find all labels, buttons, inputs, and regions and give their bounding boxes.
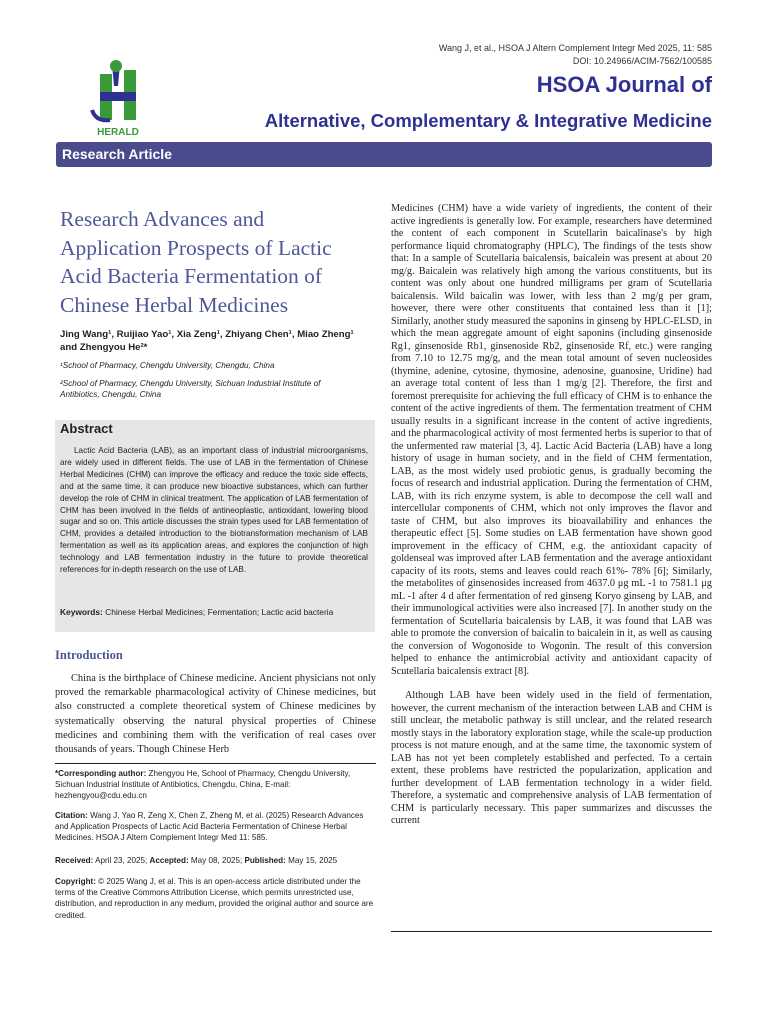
body-column-right [391, 203, 712, 828]
author-list: Jing Wang¹, Ruijiao Yao¹, Xia Zeng¹, Zhiyang Chen¹, Miao Zheng¹ and Zhengyou He²* [60, 329, 354, 353]
article-title: Research Advances and Application Prospects of Lactic Acid Bacteria Fermentation of Chinese Herbal Medicines [60, 207, 332, 317]
body-paragraph-2: Although LAB have been widely used in the field of fermentation, however, the current mechanism of the interaction between LAB and CHM is still unclear, the metabolic pathway is still unclear, and the related research mostly stays in the laboratory exploration stage, while the scale-up production process is not mature enough, and at the same time, the taxonomic system of LAB has not yet been completely established and perfected. To a certain extent, these problems have restricted the popularization, application and further development of LAB fermentation technology in a wider field. Therefore, a systematic and comprehensive analysis of LAB fermentation of CHM is particularly necessary. This paper summarizes and discusses the current [391, 690, 712, 826]
keywords-text: Chinese Herbal Medicines; Fermentation; Lactic acid bacteria [105, 607, 334, 617]
column-end-rule [391, 931, 712, 932]
corresponding-author-note [55, 768, 377, 802]
accepted-date: May 08, 2025; [190, 856, 243, 865]
copyright-note [55, 876, 377, 921]
article-type-label: Research Article [62, 146, 172, 162]
journal-name: HSOA Journal of [536, 72, 712, 97]
received-label: Received: [55, 856, 94, 865]
citation-label: Citation: [55, 811, 88, 820]
affiliation-1: ¹School of Pharmacy, Chengdu University, Chengdu, China [60, 361, 275, 370]
citation-text: Wang J, Yao R, Zeng X, Chen Z, Zheng M, et al. (2025) Research Advances and Application Prospects of Lactic Acid Bacteria Fermentation of Chinese Herbal Medicines. HSOA J Altern Complement Integr Med 11: 585. [55, 811, 364, 843]
herald-logo-icon [86, 60, 150, 138]
doi-line: DOI: 10.24966/ACIM-7562/100585 [572, 56, 712, 66]
affiliation-2: ²School of Pharmacy, Chengdu University, Sichuan Industrial Institute of Antibiotics, Chengdu, China [60, 379, 321, 399]
logo-text: HERALD [97, 127, 139, 138]
herald-logo [86, 60, 150, 138]
corresponding-text: Zhengyou He, School of Pharmacy, Chengdu University, Sichuan Industrial Institute of Antibiotics, Chengdu, China, E-mail: hezhengyou@cdu.edu.cn [55, 769, 351, 801]
published-date: May 15, 2025 [288, 856, 338, 865]
received-date: April 23, 2025; [95, 856, 148, 865]
journal-subtitle: Alternative, Complementary & Integrative Medicine [264, 110, 712, 131]
accepted-label: Accepted: [149, 856, 189, 865]
introduction-heading: Introduction [55, 648, 123, 662]
footnote-divider [55, 763, 376, 764]
copyright-label: Copyright: [55, 877, 96, 886]
article-type-banner [56, 142, 712, 167]
abstract-text: Lactic Acid Bacteria (LAB), as an important class of industrial microorganisms, are widely used in different fields. The use of LAB in the fermentation of Chinese Herbal Medicines (CHM) can improve the efficacy and reduce the toxic side effects, and at the same time, it can produce new bioactive substances, which can further develop the role of CHM in clinical treatment. The application of LAB fermentation of CHM has been involved in the fields of antineoplastic, antioxidant, lowering blood sugar and so on. This article discusses the strain types used for LAB fermentation of CHM, provides a detailed introduction to the biotransformation mechanism of LAB fermentation as well as its application areas, and explores the conjunction of high technology and LAB fermentation industry in the future to provide theoretical references for in-depth research on the use of LAB. [60, 446, 368, 575]
introduction-text: China is the birthplace of Chinese medicine. Ancient physicians not only proved the remarkable pharmacological activity of Chinese medicines, but also constructed a complete theoretical system of Chinese medicines by systematically observing the natural physical properties of Chinese medicines and combining them with the verification of real cases over thousands of years. Though Chinese Herb [55, 673, 376, 756]
article-citation-header [439, 42, 712, 68]
dates-note [55, 855, 377, 866]
abstract-heading: Abstract [60, 421, 113, 436]
corresponding-label: *Corresponding author: [55, 769, 147, 778]
published-label: Published: [244, 856, 286, 865]
body-paragraph-1: Medicines (CHM) have a wide variety of ingredients, the content of their active ingredients is generally low. For example, researchers have determined the content of each component in Scutellarin baicalinase's by high performance liquid chromatography (HPLC), The findings of the tests show that: In a sample of Scutellaria baicalensis, baicalein was present at about 20 mg/g. Baicalein was relatively high among the various constituents, but its content was only about one hundred milligrams per gram of Scutellaria baicalensis. Wild baicalin was lower, with less than 2 mg/g per gram, however, there were other constituents that contained less than it [1]; Similarly, another study measured the saponins in ginseng by HPLC-ELSD, in which the mean aggregate amount of eight saponins (including ginsenoside Rg1, ginsenoside Rb1, ginsenoside Rb2, ginsenoside Rf, etc.) were ranging from 7.10 to 12.75 mg/g, and the mean total amount of seven nucleosides (thymine, adenine, cytosine, thymosine, adenosine, guanosine, Uridine) had an average total content of less than 1 mg/g [2]. Therefore, the first and foremost prerequisite for achieving the full efficacy of CHM is to enhance the content of the active ingredients of them. The fermentation treatment of CHM usually results in a significant increase in the content of active ingredients, and the pharmacological activity of most fermented herbs is superior to that of the unfermented raw material [3, 4]. Lactic Acid Bacteria (LAB) have a long history of usage in human society, and in the field of CHM fermentation, LAB, as the most widely used probiotic genus, is gradually becoming the focus of research and industrial application. During the fermentation of CHM, LAB, with its rich enzyme system, is able to decompose the cell wall and intercellular components of CHM, which not only improves the flavor and taste of CHM, but also improves its bioavailability and enhances the therapeutic effect [5]. Some studies on LAB fermentation have shown good improvement in the efficacy of CHM, e.g. the antioxidant capacity of goldenseal was improved after LAB fermentation and the average antioxidant capacity of its roots, stems and leaves could reach 61%- 78% [6]; Similarly, the metabolites of ginsenosides increased from 4637.0 μg mL -1 to 7581.1 μg mL -1 after 4 d after fermentation of red ginseng Koryo ginseng by LAB, and their immunological activities were also increased [7]. In another study on the fermentation of Scutellaria baicalensis by LAB, it was found that LAB was able to promote the conversion of baicalin to baicalein in it, as well as causing the conversion of Wogonoside to Wogonin. The result of this conversion helped to enhance the antimicrobial activity and antioxidant capacity of Scutellaria baicalensis extract [8]. [391, 203, 712, 677]
keywords-label: Keywords: [60, 607, 103, 617]
citation-note [55, 810, 377, 844]
keywords [60, 606, 368, 618]
citation-line: Wang J, et al., HSOA J Altern Complement Integr Med 2025, 11: 585 [438, 43, 712, 53]
copyright-text: © 2025 Wang J, et al. This is an open-access article distributed under the terms of the Creative Commons Attribution License, which permits unrestricted use, distribution, and reproduction in any medium, provided the original author and source are credited. [55, 877, 374, 920]
